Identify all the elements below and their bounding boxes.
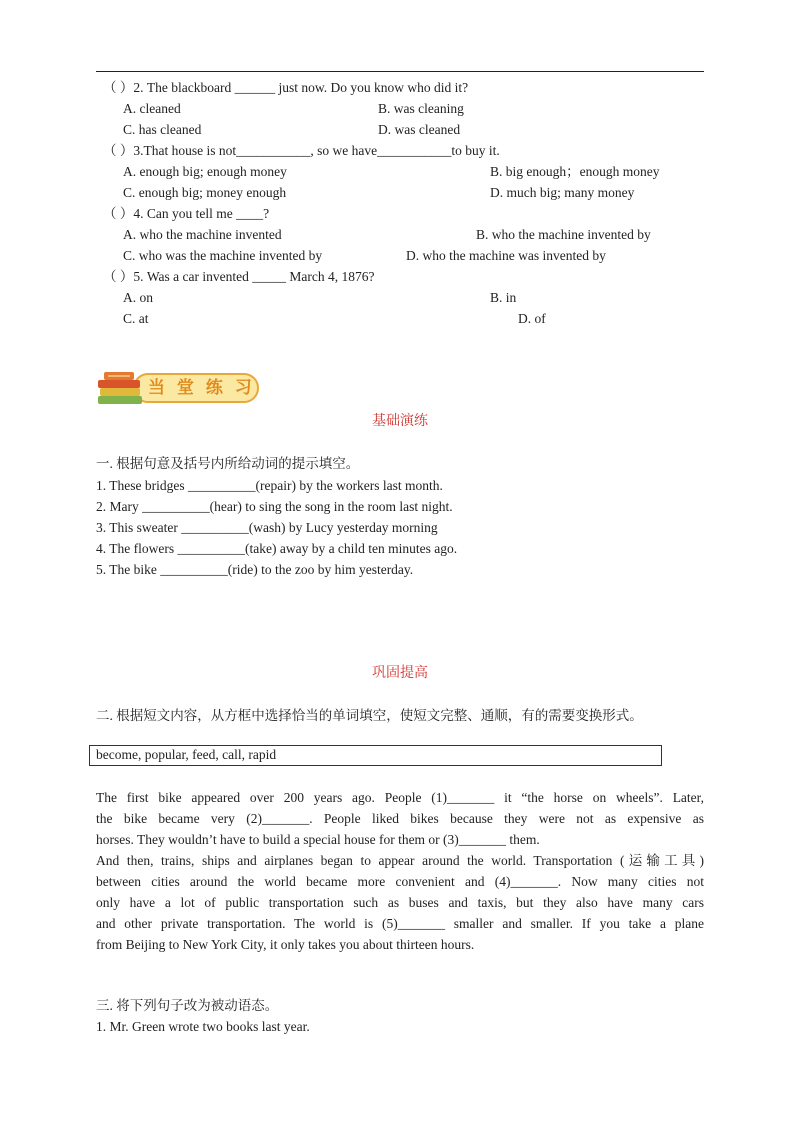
option-a: A. who the machine invented — [123, 227, 282, 242]
section-instruction: 二. 根据短文内容，从方框中选择恰当的单词填空，使短文完整、通顺，有的需要变换形式。 — [96, 708, 643, 723]
option-d: D. much big; many money — [490, 185, 635, 200]
section-banner — [96, 368, 260, 408]
option-d: D. was cleaned — [378, 122, 461, 137]
option-a: A. enough big; enough money — [123, 164, 287, 179]
section-title: 巩固提高 — [372, 666, 428, 681]
option-a: A. on — [123, 290, 153, 305]
option-b: B. in — [490, 290, 517, 305]
passage-line: between cities around the world became more convenient and (4)_______. Now many cities not — [96, 874, 704, 889]
word-box-text: become, popular, feed, call, rapid — [96, 747, 277, 762]
passage-line: horses. They wouldn’t have to build a special house for them or (3)_______ them. — [96, 832, 540, 847]
exercise-item: 4. The flowers __________(take) away by a child ten minutes ago. — [96, 541, 458, 556]
passage-line: The first bike appeared over 200 years ago. People (1)_______ it “the horse on wheels”. Later, — [96, 790, 704, 805]
option-a: A. cleaned — [123, 101, 181, 116]
option-c: C. who was the machine invented by — [123, 248, 323, 263]
option-d: D. of — [518, 311, 546, 326]
option-b: B. big enough；enough money — [490, 164, 660, 179]
option-c: C. has cleaned — [123, 122, 202, 137]
passage-line: the bike became very (2)_______. People liked bikes because they were not as expensive as — [96, 811, 704, 826]
option-b: B. who the machine invented by — [476, 227, 651, 242]
passage-line: only have a lot of public transportation such as buses and taxis, but they also have many cars — [96, 895, 704, 910]
section-title: 基础演练 — [372, 414, 428, 429]
exercise-item: 1. These bridges __________(repair) by the workers last month. — [96, 478, 443, 493]
option-d: D. who the machine was invented by — [406, 248, 606, 263]
section-instruction: 一. 根据句意及括号内所给动词的提示填空。 — [96, 456, 360, 471]
option-b: B. was cleaning — [378, 101, 464, 116]
banner-label: 当 堂 练 习 — [148, 378, 255, 398]
passage — [96, 787, 704, 955]
exercise-item: 5. The bike __________(ride) to the zoo by him yesterday. — [96, 562, 414, 577]
option-c: C. at — [123, 311, 149, 326]
question-stem: （ ）3.That house is not___________, so we have___________to buy it. — [103, 143, 500, 158]
exercise-item: 1. Mr. Green wrote two books last year. — [96, 1019, 310, 1034]
passage-line: and other private transportation. The world is (5)_______ smaller and smaller. If you take a plane — [96, 916, 704, 931]
passage-line: from Beijing to New York City, it only takes you about thirteen hours. — [96, 937, 475, 952]
section-instruction: 三. 将下列句子改为被动语态。 — [96, 998, 279, 1013]
passage-line: And then, trains, ships and airplanes began to appear around the world. Transportation (运输工具) — [96, 853, 704, 868]
option-c: C. enough big; money enough — [123, 185, 287, 200]
question-stem: （ ）5. Was a car invented _____ March 4, 1876? — [103, 269, 375, 284]
top-rule — [96, 71, 704, 72]
question-stem: （ ）2. The blackboard ______ just now. Do you know who did it? — [103, 80, 469, 95]
exercise-item: 2. Mary __________(hear) to sing the song in the room last night. — [96, 499, 453, 514]
exercise-item: 3. This sweater __________(wash) by Lucy yesterday morning — [96, 520, 438, 535]
question-stem: （ ）4. Can you tell me ____? — [103, 206, 270, 221]
word-box — [89, 745, 662, 766]
